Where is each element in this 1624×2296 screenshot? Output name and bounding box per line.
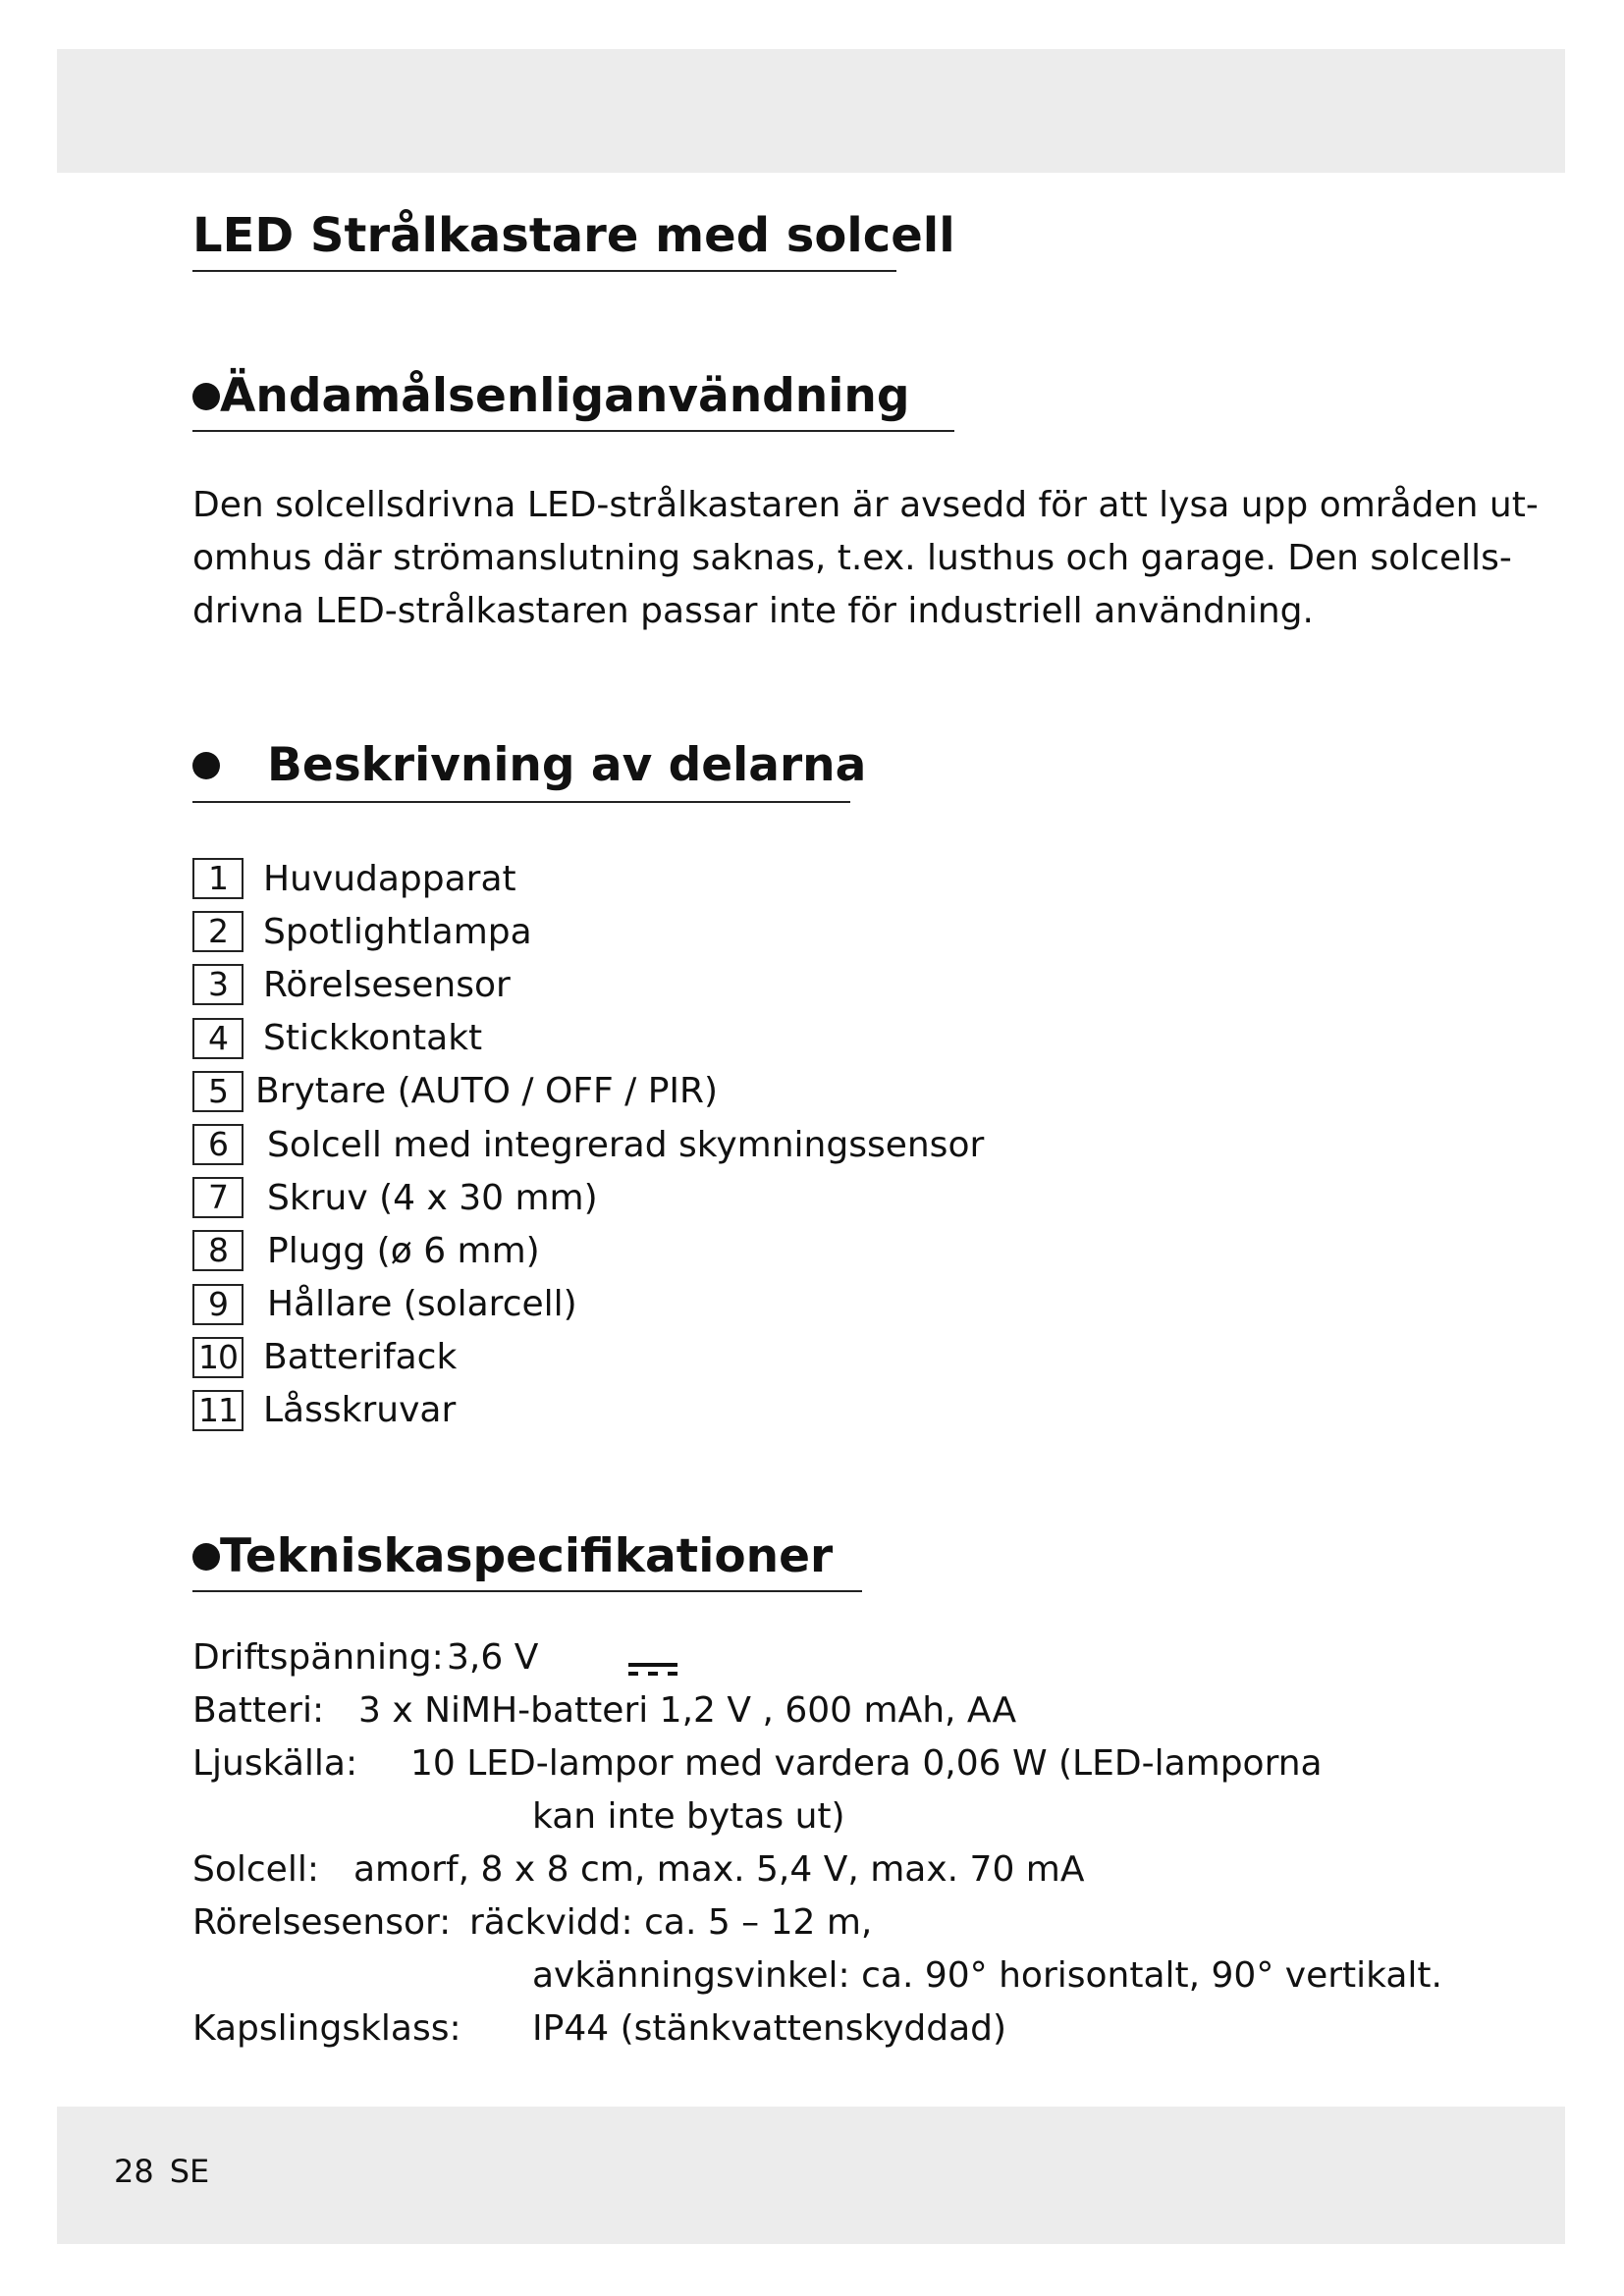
section-heading-text: Tekniskaspecifikationer	[220, 1529, 834, 1583]
part-label: Spotlightlampa	[263, 911, 532, 952]
spec-label: Driftspänning:	[192, 1637, 444, 1678]
part-number: 5	[192, 1071, 244, 1112]
section-heading-text: Beskrivning av delarna	[267, 738, 867, 792]
page-title: LED Strålkastare med solcell	[192, 208, 955, 263]
paragraph-line: omhus där strömanslutning saknas, t.ex. lusthus och garage. Den solcells-	[192, 538, 1512, 578]
bullet-icon	[192, 1543, 220, 1571]
part-label: Hållare (solarcell)	[267, 1284, 577, 1325]
spec-value: IP44 (stänkvattenskyddad)	[532, 2008, 1007, 2049]
section-underline	[192, 430, 954, 432]
part-number: 11	[192, 1390, 244, 1431]
footer	[114, 2153, 209, 2190]
title-underline	[192, 270, 896, 272]
parts-list	[192, 852, 984, 1437]
spec-label: Batteri:	[192, 1690, 325, 1731]
part-number: 8	[192, 1230, 244, 1271]
spec-value-continued: kan inte bytas ut)	[532, 1796, 845, 1837]
bullet-icon	[192, 752, 220, 779]
spec-value: amorf, 8 x 8 cm, max. 5,4 V, max. 70 mA	[353, 1849, 1085, 1890]
list-item	[192, 1012, 984, 1065]
list-item	[192, 905, 984, 958]
header-band	[57, 49, 1565, 173]
part-number: 6	[192, 1124, 244, 1165]
spec-value: räckvidd: ca. 5 – 12 m,	[469, 1902, 873, 1943]
list-item	[192, 958, 984, 1011]
part-number: 4	[192, 1018, 244, 1059]
bullet-icon	[192, 383, 220, 410]
spec-label: Solcell:	[192, 1849, 319, 1890]
section-underline	[192, 1590, 862, 1592]
page-number: 28	[114, 2153, 154, 2190]
dc-symbol-icon	[628, 1663, 677, 1677]
part-number: 7	[192, 1177, 244, 1218]
part-number: 9	[192, 1284, 244, 1325]
paragraph-line: Den solcellsdrivna LED-strålkastaren är avsedd för att lysa upp områden ut-	[192, 485, 1539, 525]
part-label: Stickkontakt	[263, 1018, 483, 1059]
list-item	[192, 1224, 984, 1277]
language-code: SE	[169, 2153, 210, 2190]
list-item	[192, 1331, 984, 1384]
part-label: Plugg (ø 6 mm)	[267, 1230, 540, 1271]
part-label: Rörelsesensor	[263, 964, 511, 1005]
spec-value: 3 x NiMH-batteri 1,2 V , 600 mAh, AA	[358, 1690, 1017, 1731]
spec-value: 10 LED-lampor med vardera 0,06 W (LED-lamporna	[410, 1743, 1323, 1784]
section-heading-parts	[192, 738, 866, 792]
intended-use-paragraph	[192, 479, 1539, 638]
part-label: Skruv (4 x 30 mm)	[267, 1177, 598, 1218]
list-item	[192, 852, 984, 905]
section-heading-specs	[192, 1529, 833, 1583]
section-heading-intended-use	[192, 369, 909, 423]
part-label: Batterifack	[263, 1337, 458, 1378]
part-number: 10	[192, 1337, 244, 1378]
list-item	[192, 1278, 984, 1331]
part-label: Huvudapparat	[263, 858, 516, 899]
section-underline	[192, 801, 850, 803]
section-heading-text: Ändamålsenliganvändning	[220, 369, 910, 423]
spec-value-continued: avkänningsvinkel: ca. 90° horisontalt, 90° vertikalt.	[532, 1955, 1442, 1996]
spec-label: Kapslingsklass:	[192, 2008, 461, 2049]
part-number: 3	[192, 964, 244, 1005]
part-label: Brytare (AUTO / OFF / PIR)	[255, 1071, 719, 1112]
part-label: Solcell med integrerad skymningssensor	[267, 1124, 985, 1165]
spec-label: Rörelsesensor:	[192, 1902, 452, 1943]
part-number: 2	[192, 911, 244, 952]
paragraph-line: drivna LED-strålkastaren passar inte för industriell användning.	[192, 591, 1314, 631]
list-item	[192, 1118, 984, 1171]
spec-value: 3,6 V	[447, 1637, 539, 1678]
list-item	[192, 1065, 984, 1118]
list-item	[192, 1171, 984, 1224]
part-label: Låsskruvar	[263, 1390, 457, 1431]
part-number: 1	[192, 858, 244, 899]
footer-band	[57, 2107, 1565, 2244]
spec-label: Ljuskälla:	[192, 1743, 358, 1784]
list-item	[192, 1384, 984, 1437]
